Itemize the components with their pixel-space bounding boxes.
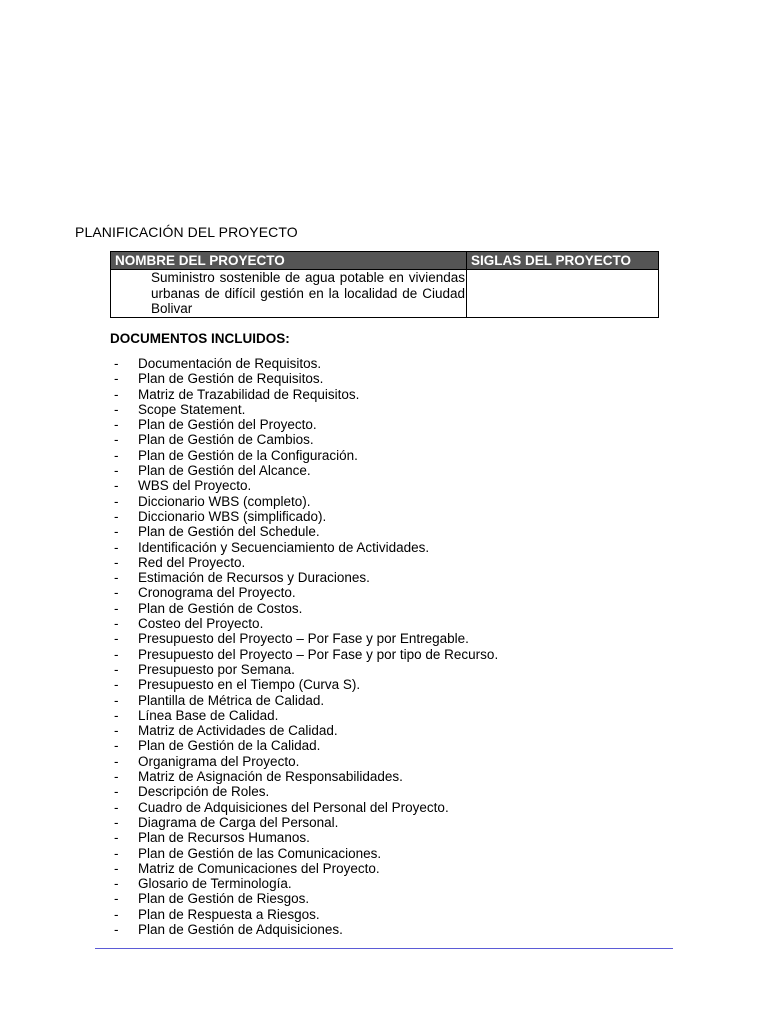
- list-bullet: -: [114, 646, 119, 662]
- list-item-text: Presupuesto en el Tiempo (Curva S).: [138, 677, 361, 693]
- list-item-text: Cronograma del Proyecto.: [138, 585, 296, 601]
- list-item-text: Plan de Gestión del Schedule.: [138, 524, 320, 540]
- list-item-text: Identificación y Secuenciamiento de Actividades.: [138, 539, 430, 555]
- list-item-text: Plan de Gestión de Riesgos.: [138, 891, 310, 907]
- list-item-text: Línea Base de Calidad.: [138, 707, 279, 723]
- list-bullet: -: [114, 539, 119, 555]
- list-item-text: Plan de Gestión de Adquisiciones.: [138, 921, 343, 937]
- list-bullet: -: [114, 860, 119, 876]
- list-item-text: Descripción de Roles.: [138, 784, 270, 800]
- list-bullet: -: [114, 432, 119, 448]
- list-bullet: -: [114, 386, 119, 402]
- list-item-text: Organigrama del Proyecto.: [138, 753, 300, 769]
- list-bullet: -: [114, 463, 119, 479]
- project-siglas-header: SIGLAS DEL PROYECTO: [467, 252, 659, 270]
- list-bullet: -: [114, 769, 119, 785]
- list-item-text: Diccionario WBS (simplificado).: [138, 508, 327, 524]
- list-item-text: Presupuesto por Semana.: [138, 661, 295, 677]
- list-item-text: Plan de Recursos Humanos.: [138, 830, 310, 846]
- list-bullet: -: [114, 784, 119, 800]
- list-bullet: -: [114, 493, 119, 509]
- list-bullet: -: [114, 570, 119, 586]
- list-bullet: -: [114, 753, 119, 769]
- list-item-text: Estimación de Recursos y Duraciones.: [138, 570, 370, 586]
- list-bullet: -: [114, 371, 119, 387]
- list-item-text: WBS del Proyecto.: [138, 478, 252, 494]
- list-bullet: -: [114, 585, 119, 601]
- project-name-header: NOMBRE DEL PROYECTO: [111, 252, 467, 270]
- list-item-text: Plan de Gestión del Proyecto.: [138, 417, 317, 433]
- page-title: PLANIFICACIÓN DEL PROYECTO: [75, 224, 298, 240]
- list-item-text: Cuadro de Adquisiciones del Personal del Proyecto.: [138, 799, 449, 815]
- list-bullet: -: [114, 478, 119, 494]
- list-bullet: -: [114, 723, 119, 739]
- list-bullet: -: [114, 447, 119, 463]
- list-item-text: Scope Statement.: [138, 401, 246, 417]
- list-item-text: Documentación de Requisitos.: [138, 356, 322, 371]
- list-bullet: -: [114, 692, 119, 708]
- list-bullet: -: [114, 356, 119, 371]
- list-item-text: Plan de Gestión de Costos.: [138, 600, 303, 616]
- list-bullet: -: [114, 677, 119, 693]
- list-item-text: Plan de Gestión de Cambios.: [138, 432, 314, 448]
- project-name-cell: [111, 270, 467, 318]
- list-item-text: Presupuesto del Proyecto – Por Fase y por Entregable.: [138, 631, 469, 647]
- list-item-text: Glosario de Terminología.: [138, 876, 292, 892]
- list-item-text: Plan de Gestión del Alcance.: [138, 463, 311, 479]
- list-bullet: -: [114, 814, 119, 830]
- list-bullet: -: [114, 661, 119, 677]
- list-bullet: -: [114, 417, 119, 433]
- list-item-text: Matriz de Comunicaciones del Proyecto.: [138, 860, 380, 876]
- documents-section-title: DOCUMENTOS INCLUIDOS:: [110, 331, 290, 346]
- list-bullet: -: [114, 799, 119, 815]
- list-item-text: Plan de Gestión de la Configuración.: [138, 447, 358, 463]
- list-bullet: -: [114, 891, 119, 907]
- list-bullet: -: [114, 554, 119, 570]
- list-item-text: Diagrama de Carga del Personal.: [138, 814, 339, 830]
- list-item-text: Plan de Gestión de la Calidad.: [138, 738, 321, 754]
- list-bullet: -: [114, 845, 119, 861]
- list-bullet: -: [114, 508, 119, 524]
- project-siglas-cell: [467, 270, 659, 318]
- project-name-value: Suministro sostenible de agua potable en viviendas urbanas de difícil gestión en la localidad de Ciudad Bolivar: [151, 270, 465, 316]
- list-item-text: Diccionario WBS (completo).: [138, 493, 311, 509]
- list-bullet: -: [114, 616, 119, 632]
- list-bullet: -: [114, 600, 119, 616]
- list-bullet: -: [114, 738, 119, 754]
- list-item-text: Plan de Respuesta a Riesgos.: [138, 906, 320, 922]
- list-bullet: -: [114, 830, 119, 846]
- list-bullet: -: [114, 707, 119, 723]
- list-item-text: Costeo del Proyecto.: [138, 616, 264, 632]
- list-bullet: -: [114, 631, 119, 647]
- footer-divider: [95, 948, 673, 949]
- list-item-text: Matriz de Asignación de Responsabilidades.: [138, 769, 403, 785]
- project-table-header-row: [111, 252, 659, 270]
- project-table-row: [111, 270, 659, 318]
- list-item-text: Plan de Gestión de las Comunicaciones.: [138, 845, 382, 861]
- list-item-text: Red del Proyecto.: [138, 554, 246, 570]
- list-item-text: Plan de Gestión de Requisitos.: [138, 371, 324, 387]
- project-info-table: [110, 251, 659, 318]
- list-bullet: -: [114, 906, 119, 922]
- list-item-text: Matriz de Actividades de Calidad.: [138, 723, 338, 739]
- list-bullet: -: [114, 876, 119, 892]
- list-item-text: Plantilla de Métrica de Calidad.: [138, 692, 325, 708]
- list-item-text: Presupuesto del Proyecto – Por Fase y por tipo de Recurso.: [138, 646, 499, 662]
- list-item-text: Matriz de Trazabilidad de Requisitos.: [138, 386, 360, 402]
- list-bullet: -: [114, 921, 119, 937]
- list-bullet: -: [114, 524, 119, 540]
- list-bullet: -: [114, 401, 119, 417]
